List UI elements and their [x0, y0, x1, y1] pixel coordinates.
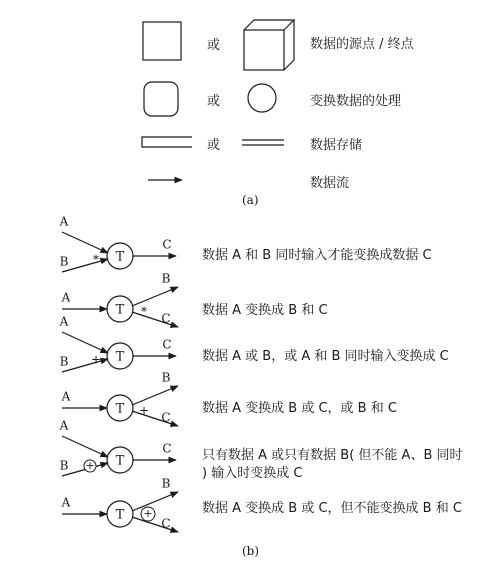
case-1-input-b-label: B [59, 254, 69, 269]
case-1-input-b-arrow [62, 259, 108, 272]
case-6-description: 数据 A 变换成 B 或 C，但不能变换成 B 和 C [202, 501, 462, 516]
case-4-description: 数据 A 变换成 B 或 C，或 B 和 C [202, 401, 397, 416]
case-4-input-a-label: A [61, 389, 71, 404]
or-label-1: 或 [207, 38, 221, 53]
case-2-node-label: T [115, 302, 125, 318]
case-5-input-b-label: B [59, 458, 69, 473]
process-circle [248, 84, 276, 112]
case-3-input-b-label: B [59, 354, 69, 369]
case-3-node-label: T [115, 349, 125, 365]
case-5-input-a-label: A [59, 418, 69, 433]
case-3-description: 数据 A 或 B，或 A 和 B 同时输入变换成 C [202, 349, 449, 364]
case-5-description: 只有数据 A 或只有数据 B( 但不能 A、B 同时 ) 输入时变换成 C [202, 448, 463, 481]
or-label-3: 或 [207, 138, 221, 153]
case-2-output-b-arrow [132, 287, 178, 306]
case-6-node-label: T [115, 507, 125, 523]
legend-source-sink-label: 数据的源点 / 终点 [310, 37, 414, 52]
legend-process-label: 变换数据的处理 [310, 94, 402, 109]
case-6-operator-symbol: + [143, 507, 153, 520]
case-6-output-c-arrow [132, 517, 178, 532]
case-3-input-a-arrow [62, 332, 108, 353]
case-1-input-a-label: A [59, 214, 69, 229]
case-5-output-c-label: C [162, 441, 172, 456]
case-4-operator-symbol: + [138, 403, 150, 418]
case-4-node-label: T [115, 401, 125, 417]
case-1-input-a-arrow [62, 232, 108, 253]
case-2-output-c-label: C [161, 311, 171, 326]
or-label-2: 或 [207, 94, 221, 109]
caption-a: (a) [242, 193, 259, 207]
process-rounded-square [144, 82, 178, 116]
case-4-output-c-label: C [161, 410, 171, 425]
combination-diagrams [59, 215, 178, 533]
case-1-output-c-label: C [162, 237, 172, 252]
case-4-output-b-arrow [132, 386, 178, 405]
case-6-input-a-label: A [61, 495, 71, 510]
data-store-double-line [242, 140, 284, 145]
source-sink-square [143, 22, 181, 60]
case-3-output-c-label: C [162, 337, 172, 352]
caption-b: (b) [242, 544, 260, 558]
case-2-description: 数据 A 变换成 B 和 C [202, 303, 328, 318]
legend-store-label: 数据存储 [310, 138, 363, 153]
source-sink-cube [244, 20, 294, 70]
case-5-operator-symbol: + [85, 459, 95, 472]
case-2-output-c-arrow [132, 312, 178, 327]
case-6-output-b-arrow [132, 492, 178, 511]
case-3-input-a-label: A [59, 314, 69, 329]
case-1-description: 数据 A 和 B 同时输入才能变换成数据 C [202, 248, 432, 263]
case-5-input-a-arrow [62, 436, 108, 457]
case-4-output-b-label: B [161, 370, 171, 385]
case-3-input-b-arrow [62, 359, 108, 372]
case-6-output-c-label: C [161, 516, 171, 531]
case-3-operator-symbol: + [90, 352, 102, 367]
case-1-operator-symbol: * [93, 252, 99, 267]
case-1-node-label: T [115, 249, 125, 265]
data-store-open-rect [142, 137, 192, 147]
case-5-node-label: T [115, 453, 125, 469]
case-2-output-b-label: B [161, 271, 171, 286]
case-2-operator-symbol: * [141, 304, 147, 319]
legend-flow-label: 数据流 [310, 176, 350, 191]
case-2-input-a-label: A [61, 290, 71, 305]
case-6-output-b-label: B [161, 476, 171, 491]
